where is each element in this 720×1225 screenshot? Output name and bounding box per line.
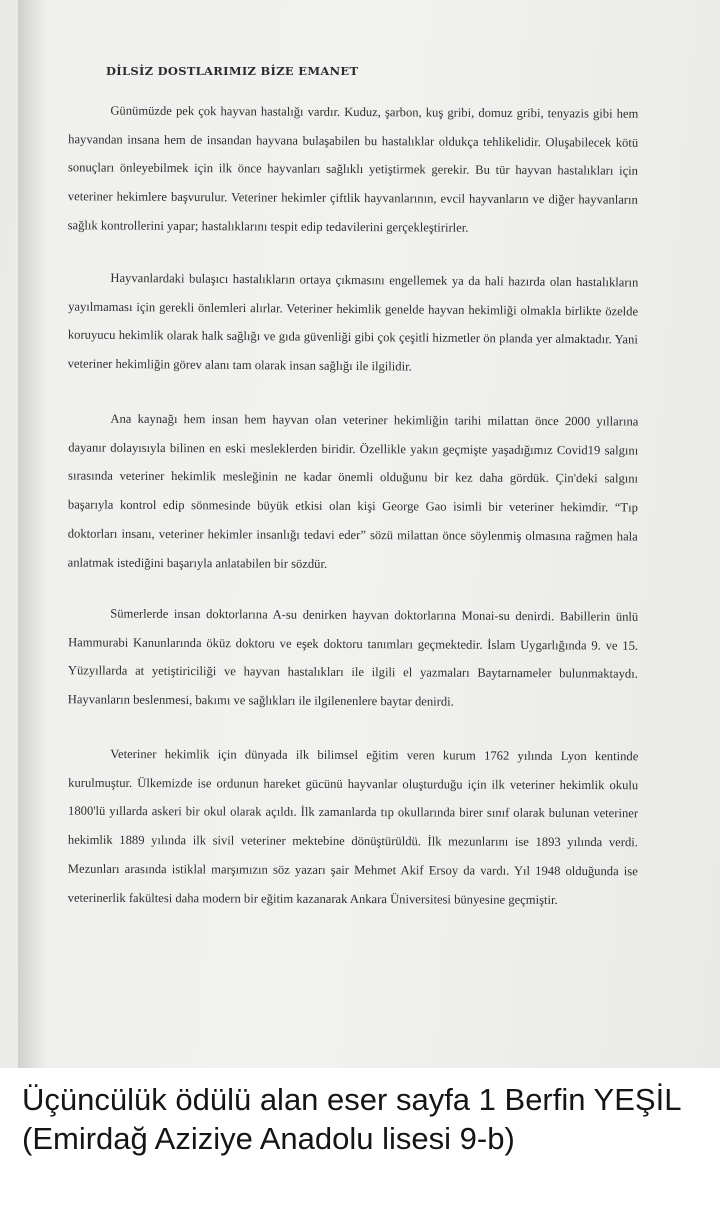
- document-title: DİLSİZ DOSTLARIMIZ BİZE EMANET: [106, 64, 359, 78]
- paragraph-1: Günümüzde pek çok hayvan hastalığı vardır. Kuduz, şarbon, kuş gribi, domuz gribi, tenyazis gibi hem hayvandan insana hem de insandan hayvana bulaşabilen bu hastalıklar oldukça tehlikelidir. Oluşabilecek kötü sonuçları önleyebilmek için ilk önce hayvanları sağlıklı yetiştirmek gerekir. Bu tür hayvan hastalıkları için veteriner hekimlere başvurulur. Veteriner hekimler çiftlik hayvanlarının, evcil hayvanların ve diğer hayvanların sağlık kontrollerini yapar; hastalıklarını tespit edip tedavilerini gerçekleştirirler.: [67, 103, 639, 235]
- paragraph-2: Hayvanlardaki bulaşıcı hastalıkların ortaya çıkmasını engellemek ya da hali hazırda olan hastalıkların yayılmaması için gerekli önlemleri alırlar. Veteriner hekimlik genelde hayvan hekimliği olmakla birlikte özelde koruyucu hekimlik olarak halk sağlığı ve gıda güvenliği gibi çok çeşitli hizmetler ön planda yer almaktadır. Yani veteriner hekimliğin görev alanı tam olarak insan sağlığı ile ilgilidir.: [67, 270, 639, 374]
- page-edge-shadow: [18, 0, 48, 1068]
- paragraph-3: Ana kaynağı hem insan hem hayvan olan veteriner hekimliğin tarihi milattan önce 2000 yıllarına dayanır dolayısıyla bilinen en eski mesleklerden biridir. Özellikle yakın geçmişte yaşadığımız Covid19 salgını sırasında veteriner hekimlik mesleğinin ne kadar önemli olduğunu bir kez daha gördük. Çin'deki salgını başarıyla kontrol edip sönmesinde büyük etkisi olan kişi George Gao isimli bir veteriner hekimdir. “Tıp doktorları insanı, veteriner hekimler insanlığı tedavi eder” sözü milattan önce söylenmiş olmasına rağmen hala anlatmak istediğini başarıyla anlatabilen bir sözdür.: [67, 411, 639, 571]
- paragraph-5: Veteriner hekimlik için dünyada ilk bilimsel eğitim veren kurum 1762 yılında Lyon kentinde kurulmuştur. Ülkemizde ise ordunun hareket gücünü hayvanlar oluşturduğu için ilk veteriner hekimlik okulu 1800'lü yıllarda askeri bir okul olarak açıldı. İlk zamanlarda tıp okullarında birer sınıf olarak bulunan veteriner hekimlik 1889 yılında ilk sivil veteriner mektebine dönüştürüldü. İlk mezunlarını ise 1893 yılında verdi. Mezunları arasında istiklal marşımızın söz yazarı şair Mehmet Akif Ersoy da vardı. Yıl 1948 olduğunda ise veterinerlik fakültesi daha modern bir eğitim kazanarak Ankara Üniversitesi bünyesine geçmiştir.: [67, 746, 639, 907]
- paragraph-4: Sümerlerde insan doktorlarına A-su denirken hayvan doktorlarına Monai-su denirdi. Babillerin ünlü Hammurabi Kanunlarında öküz doktoru ve eşek doktoru tanımları geçmektedir. İslam Uygarlığında 9. ve 15. Yüzyıllarda at yetiştiriciliği ve hayvan hastalıkları ile ilgili el yazmaları Baytarnameler bulunmaktaydı. Hayvanların beslenmesi, bakımı ve sağlıkları ile ilgilenenlere baytar denirdi.: [67, 606, 639, 709]
- post-caption: Üçüncülük ödülü alan eser sayfa 1 Berfin YEŞİL (Emirdağ Aziziye Anadolu lisesi 9-b): [22, 1082, 681, 1156]
